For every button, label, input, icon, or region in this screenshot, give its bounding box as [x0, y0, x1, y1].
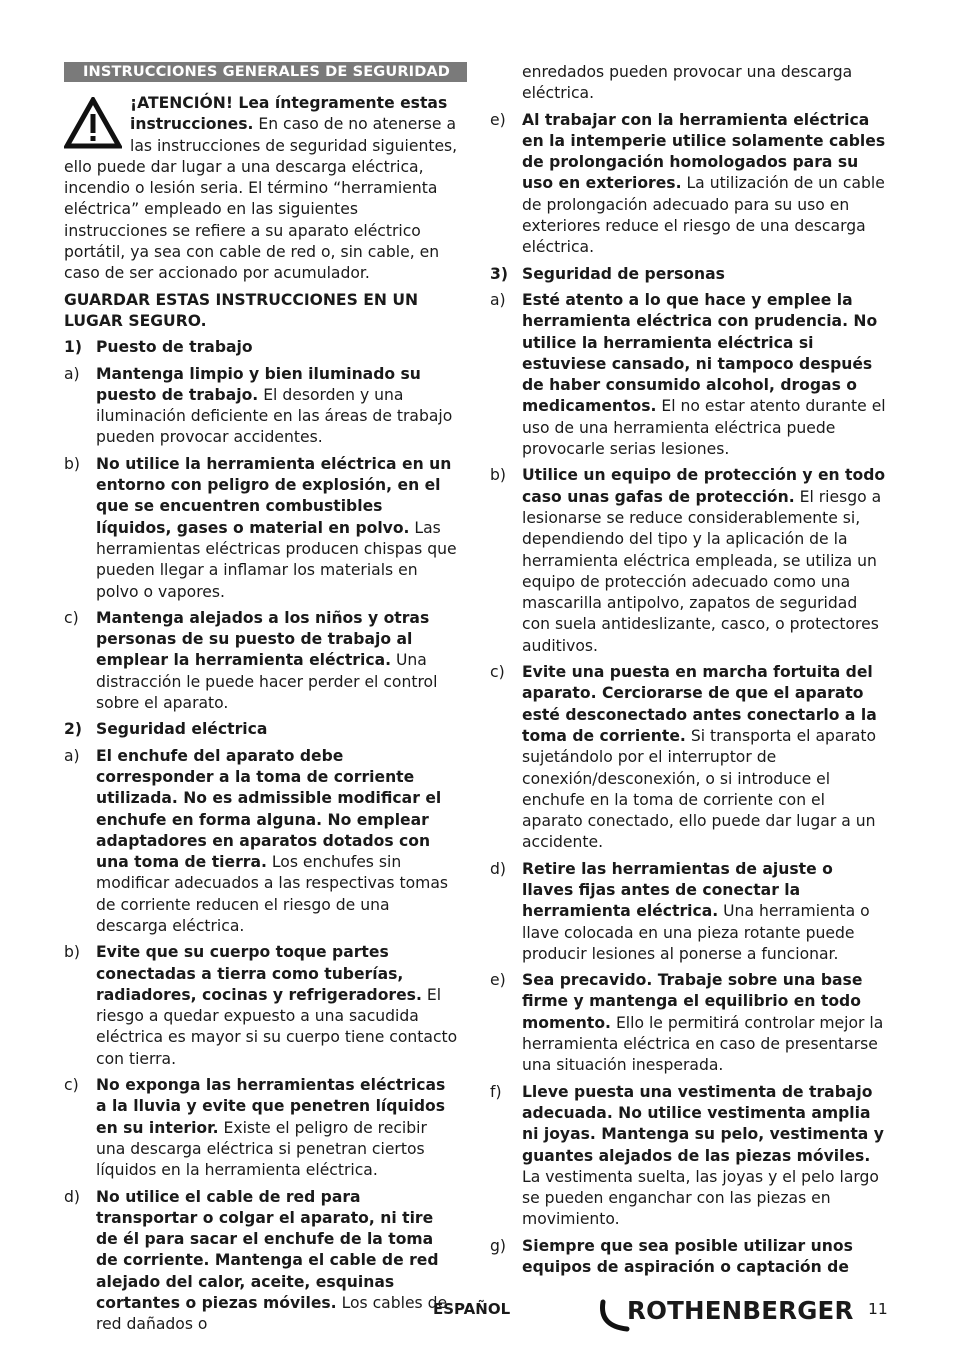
list-item	[490, 1236, 886, 1279]
item-label: d)	[490, 859, 506, 878]
item-label: e)	[490, 110, 506, 129]
section-title: Seguridad eléctrica	[96, 720, 268, 739]
language-label: ESPAÑOL	[433, 1300, 511, 1318]
item-bold: No utilice el cable de red para transportar o colgar el aparato, ni tire de él para sacar el enchufe de la toma de corriente. Mantenga el cable de red alejado del calor, aceite, esquinas cortantes o piezas móviles.	[96, 1187, 439, 1313]
section-1-heading	[64, 337, 460, 358]
item-label: d)	[64, 1187, 80, 1206]
list-item	[490, 970, 886, 1076]
list-item	[64, 942, 460, 1070]
list-item	[490, 1082, 886, 1231]
item-label: c)	[64, 1076, 79, 1095]
section-number: 3)	[490, 264, 508, 283]
item-label: a)	[64, 746, 80, 765]
section-title: Puesto de trabajo	[96, 338, 253, 357]
item-label: b)	[490, 466, 506, 485]
list-item	[490, 290, 886, 460]
item-bold: Retire las herramientas de ajuste o llaves fijas antes de conectar la herramienta eléctrica.	[522, 859, 833, 921]
warning-block	[64, 93, 460, 285]
item-bold: Evite una puesta en marcha fortuita del aparato. Cerciorarse de que el aparato esté desconectado antes conectarlo a la toma de corriente.	[522, 663, 877, 745]
section-3-heading	[490, 264, 886, 285]
item-text: Las herramientas eléctricas producen chispas que pueden llegar a inflamar los materials en polvo o vapores.	[96, 518, 457, 601]
item-text: Los cables de red dañados o	[96, 1294, 448, 1334]
warning-triangle-icon	[64, 97, 122, 149]
item-text: Ello le permitirá controlar mejor la herramienta eléctrica en caso de presentarse una situación inesperada.	[522, 1013, 884, 1075]
continued-text: enredados pueden provocar una descarga eléctrica.	[522, 63, 853, 103]
section-2-heading	[64, 719, 460, 740]
item-text: Una herramienta o llave colocada en una pieza rotante puede producir lesiones al ponerse a funcionar.	[522, 902, 870, 963]
list-item	[64, 364, 460, 449]
warning-text	[64, 93, 460, 285]
page-number: 11	[868, 1300, 888, 1318]
item-label: c)	[64, 608, 79, 627]
item-text: El riesgo a quedar expuesto a una sacudida eléctrica es mayor si su cuerpo tiene contacto con tierra.	[96, 985, 458, 1068]
item-text: Una distracción le puede hacer perder el control sobre el aparato.	[96, 651, 438, 713]
list-item	[64, 746, 460, 938]
list-item	[490, 110, 886, 259]
list-item	[490, 465, 886, 657]
item-label: b)	[64, 454, 80, 473]
item-label: a)	[64, 364, 80, 383]
item-text: El no estar atento durante el uso de una herramienta eléctrica puede provocarle serias lesiones.	[522, 397, 886, 459]
item-bold: Evite que su cuerpo toque partes conectadas a tierra como tuberías, radiadores, cocinas y refrigeradores.	[96, 943, 422, 1004]
section-number: 2)	[64, 720, 82, 739]
keep-instructions: GUARDAR ESTAS INSTRUCCIONES EN UN LUGAR SEGURO.	[64, 290, 419, 330]
item-bold: Utilice un equipo de protección y en todo caso unas gafas de protección.	[522, 466, 886, 506]
item-text: Existe el peligro de recibir una descarga eléctrica si penetran ciertos líquidos en la herramienta eléctrica.	[96, 1118, 427, 1180]
page-footer	[0, 1296, 954, 1336]
item-label: a)	[490, 290, 506, 309]
section-title: Seguridad de personas	[522, 264, 725, 283]
item-bold: Sea precavido. Trabaje sobre una base firme y mantenga el equilibrio en todo momento.	[522, 971, 863, 1032]
list-item	[490, 859, 886, 965]
left-column	[64, 62, 460, 1341]
right-column	[490, 62, 886, 1283]
item-text: El desorden y una iluminación deficiente en las áreas de trabajo pueden provocar accidentes.	[96, 385, 453, 447]
item-bold: No utilice la herramienta eléctrica en un entorno con peligro de explosión, en el que se encuentren combustibles líquidos, gases o material en polvo.	[96, 454, 452, 537]
item-text: Los enchufes sin modificar adecuados a las respectivas tomas de corriente reducen el riesgo de una descarga eléctrica.	[96, 853, 449, 935]
list-item	[64, 1075, 460, 1181]
item-label: f)	[490, 1082, 502, 1101]
item-bold: Esté atento a lo que hace y emplee la herramienta eléctrica con prudencia. No utilice la herramienta eléctrica si estuviese cansado, ni tampoco después de haber consumido alcohol, drogas o medicamentos.	[522, 290, 878, 416]
item-text: El riesgo a lesionarse se reduce considerablemente si, dependiendo del tipo y la aplicación de la herramienta eléctrica empleada, se utiliza un equipo de protección adecuado como una mascarilla antipolvo, zapatos de seguridad con suela antideslizante, casco, o protectores auditivos.	[522, 487, 882, 655]
item-label: b)	[64, 943, 80, 962]
item-bold: Mantenga alejados a los niños y otras personas de su puesto de trabajo al emplear la herramienta eléctrica.	[96, 608, 430, 670]
warning-bold: ¡ATENCIÓN! Lea íntegramente estas instrucciones.	[130, 94, 448, 134]
item-bold: Siempre que sea posible utilizar unos equipos de aspiración o captación de	[522, 1236, 853, 1277]
item-text: Si transporta el aparato sujetándolo por el interruptor de conexión/desconexión, o si introduce el enchufe en la toma de corriente con el aparato conectado, ello puede dar lugar a un accidente.	[522, 726, 877, 852]
section-banner: INSTRUCCIONES GENERALES DE SEGURIDAD	[64, 62, 467, 82]
section-number: 1)	[64, 338, 82, 357]
list-item	[64, 608, 460, 714]
item-bold: Mantenga limpio y bien iluminado su puesto de trabajo.	[96, 364, 421, 404]
item-text: La utilización de un cable de prolongación adecuado para su uso en exteriores reduce el riesgo de una descarga eléctrica.	[522, 174, 885, 257]
item-text: La vestimenta suelta, las joyas y el pelo largo se pueden enganchar con las piezas en movimiento.	[522, 1167, 879, 1229]
list-item	[64, 454, 460, 603]
item-label: e)	[490, 971, 506, 990]
item-label: g)	[490, 1236, 506, 1255]
item-bold: No exponga las herramientas eléctricas a la lluvia y evite que penetren líquidos en su interior.	[96, 1076, 446, 1137]
list-item	[490, 662, 886, 854]
item-bold: Al trabajar con la herramienta eléctrica en la intemperie utilice solamente cables de prolongación homologados para su uso en exteriores.	[522, 110, 886, 193]
warning-body: En caso de no atenerse a las instrucciones de seguridad siguientes, ello puede dar lugar a una descarga eléctrica, incendio o lesión seria. El término “herramienta eléctrica” empleado en las siguientes instrucciones se refiere a su aparato eléctrico portátil, ya sea con cable de red o, sin cable, en caso de ser accionado por acumulador.	[64, 115, 458, 283]
item-label: c)	[490, 663, 505, 682]
item-bold: El enchufe del aparato debe corresponder a la toma de corriente utilizada. No es admissible modificar el enchufe en forma alguna. No emplear adaptadores en aparatos dotados con una toma de tierra.	[96, 746, 442, 872]
item-bold: Lleve puesta una vestimenta de trabajo adecuada. No utilice vestimenta amplia ni joyas. Mantenga su pelo, vestimenta y guantes alejados de las piezas móviles.	[522, 1082, 884, 1165]
brand-logo: ROTHENBERGER	[627, 1296, 854, 1325]
